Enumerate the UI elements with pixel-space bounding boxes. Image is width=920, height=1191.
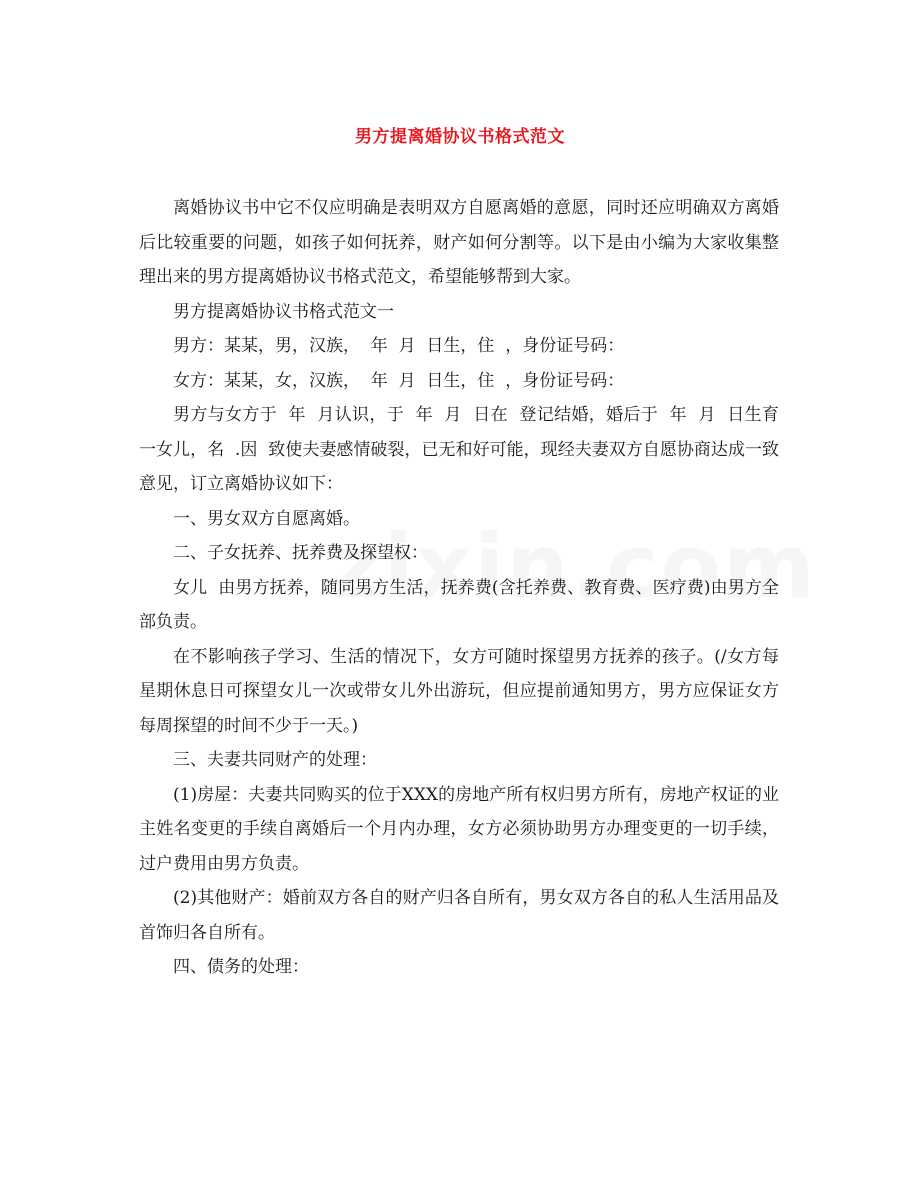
paragraph-heading-sample-one: 男方提离婚协议书格式范文一 [173,301,394,322]
paragraph-clause-1: 一、男女双方自愿离婚。 [173,508,360,529]
paragraph-intro: 离婚协议书中它不仅应明确是表明双方自愿离婚的意愿，同时还应明确双方离婚后比较重要的问题，如孩子如何抚养，财产如何分割等。以下是由小编为大家收集整理出来的男方提离婚协议书格式范文，希望能够帮到大家。 [139,198,779,287]
paragraph-male-party: 男方：某某，男，汉族， 年 月 日生，住 ，身份证号码： [173,336,625,356]
paragraph-clause-4-heading: 四、债务的处理： [173,957,309,977]
paragraph-custody: 女儿 由男方抚养，随同男方生活，抚养费(含托养费、教育费、医疗费)由男方全部负责。 [139,577,779,632]
paragraph-female-party: 女方：某某，女，汉族， 年 月 日生，住 ，身份证号码： [173,370,625,391]
paragraph-clause-3-heading: 三、夫妻共同财产的处理： [173,750,377,770]
document-body [139,191,779,985]
paragraph-clause-2-heading: 二、子女抚养、抚养费及探望权： [173,543,428,563]
document-title: 男方提离婚协议书格式范文 [355,127,565,147]
paragraph-background: 男方与女方于 年 月认识，于 年 月 日在 登记结婚，婚后于 年 月 日生育一女儿，名 .因 致使夫妻感情破裂，已无和好可能，现经夫妻双方自愿协商达成一致意见，订立离婚协议如下： [139,405,779,494]
paragraph-property-other: (2)其他财产：婚前双方各自的财产归各自所有，男女双方各自的私人生活用品及首饰归各自所有。 [139,888,779,943]
paragraph-visitation: 在不影响孩子学习、生活的情况下，女方可随时探望男方抚养的孩子。(/女方每星期休息日可探望女儿一次或带女儿外出游玩，但应提前通知男方，男方应保证女方每周探望的时间不少于一天。) [139,646,779,736]
paragraph-property-house: (1)房屋：夫妻共同购买的位于XXX的房地产所有权归男方所有，房地产权证的业主姓名变更的手续自离婚后一个月内办理，女方必须协助男方办理变更的一切手续，过户费用由男方负责。 [139,784,779,874]
